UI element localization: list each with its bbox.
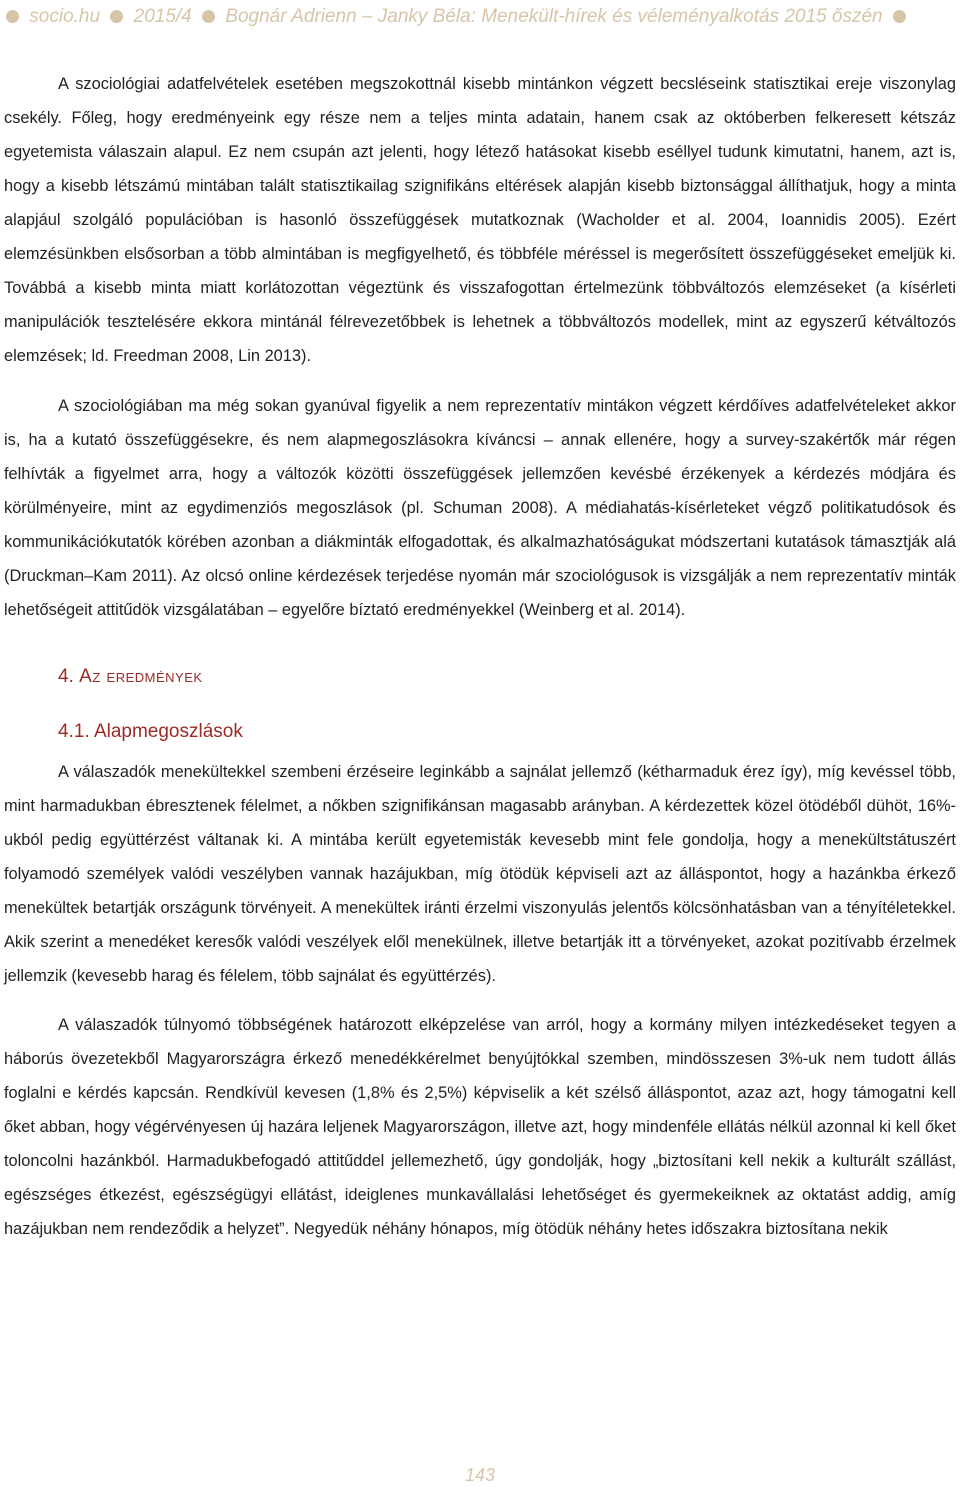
bullet-icon [6, 10, 19, 23]
section-title: Az eredmények [79, 666, 203, 687]
section-number: 4. [58, 666, 74, 687]
paragraph-2: A szociológiában ma még sokan gyanúval figyelik a nem reprezentatív mintákon végzett kérdőíves adatfelvételeket akkor is, ha a kutató összefüggésekre, és nem alapmegoszlásokra kíváncsi – annak ellenére, hogy a survey-szakértők már régen felhívták a figyelmet arra, hogy a változók közötti összefüggések jellemzően kevésbé érzékenyek a kérdezés módjára és körülményeire, mint az egydimenziós megoszlások (pl. Schuman 2008). A médiahatás-kísérleteket végző politikatudósok és kommunikációkutatók körében azonban a diákminták elfogadottak, és alkalmazhatóságukat módszertani kutatások támasztják alá (Druckman–Kam 2011). Az olcsó online kérdezések terjedése nyomán már szociológusok is vizsgálják a nem reprezentatív minták lehetőségeit attitűdök vizsgálatában – egyelőre bíztató eredményekkel (Weinberg et al. 2014). [4, 397, 956, 619]
header-issue: 2015/4 [133, 6, 192, 27]
running-header [6, 4, 954, 30]
bullet-icon [893, 10, 906, 23]
page-number: 143 [464, 1465, 496, 1485]
paragraph-3: A válaszadók menekültekkel szembeni érzéseire leginkább a sajnálat jellemző (kétharmaduk érez így), míg kevéssel több, mint harmadukban ébresztenek félelmet, a nőkben szignifikánsan magasabb arányban. A kérdezettek közel ötödéből dühöt, 16%-ukból pedig együttérzést váltanak ki. A mintába került egyetemisták kevesebb mint fele gondolja, hogy a menekültstátuszért folyamodó személyek valódi veszélyben vannak hazájukban, míg ötödük képviseli azt az álláspontot, hogy a hazánkba érkező menekültek betartják országunk törvényeit. A menekültek iránti érzelmi viszonyulás jelentős kölcsönhatásban van a tényítéletekkel. Akik szerint a menedéket keresők valódi veszélyek elől menekülnek, illetve betartják itt a törvényeket, azokat pozitívabb érzelmek jellemzik (kevesebb harag és félelem, több sajnálat és együttérzés). [4, 763, 956, 985]
header-article: Bognár Adrienn – Janky Béla: Menekült-hírek és véleményalkotás 2015 őszén [225, 6, 883, 27]
subsection-number: 4.1. [58, 721, 90, 742]
bullet-icon [202, 10, 215, 23]
bullet-icon [110, 10, 123, 23]
section-heading [58, 663, 956, 691]
subsection-title: Alapmegoszlások [93, 721, 243, 742]
article-body [4, 67, 956, 1246]
subsection-heading [58, 717, 956, 747]
header-site: socio.hu [29, 6, 101, 27]
paragraph-1: A szociológiai adatfelvételek esetében megszokottnál kisebb mintánkon végzett becsléseink statisztikai ereje viszonylag csekély. Főleg, hogy eredményeink egy része nem a teljes minta adatain, hanem csak az októberben felkeresett kétszáz egyetemista válaszain alapul. Ez nem csupán azt jelenti, hogy létező hatásokat kisebb eséllyel tudunk kimutatni, hanem, azt is, hogy a kisebb létszámú mintában talált statisztikailag szignifikáns eltérések alapján kisebb biztonsággal állíthatjuk, hogy a minta alapjául szolgáló populációban is hasonló összefüggések mutatkoznak (Wacholder et al. 2004, Ioannidis 2005). Ezért elemzésünkben elsősorban a több almintában is megfigyelhető, és többféle méréssel is megerősített összefüggéseket emeljük ki. Továbbá a kisebb minta miatt korlátozottan végeztünk és visszafogottan értelmezünk többváltozós elemzéseket (a kísérleti manipulációk tesztelésére ekkora mintánál félrevezetőbbek is lehetnek a többváltozós modellek, mint az egyszerű kétváltozós elemzések; ld. Freedman 2008, Lin 2013). [4, 75, 956, 365]
paragraph-4: A válaszadók túlnyomó többségének határozott elképzelése van arról, hogy a kormány milyen intézkedéseket tegyen a háborús övezetekből Magyarországra érkező menedékkérelmet benyújtókkal szemben, mindösszesen 3%-uk nem tudott állás foglalni e kérdés kapcsán. Rendkívül kevesen (1,8% és 2,5%) képviselik a két szélső álláspontot, azaz azt, hogy támogatni kell őket abban, hogy végérvényesen új hazára leljenek Magyarországon, illetve azt, hogy mindenféle ellátás nélkül azonnal ki kell őket toloncolni hazánkból. Harmadukbefogadó attitűddel jellemezhető, úgy gondolják, hogy „biztosítani kell nekik a kulturált szállást, egészséges étkezést, egészségügyi ellátást, ideiglenes munkavállalási lehetőséget és gyermekeiknek az oktatást addig, amíg hazájukban nem rendeződik a helyzet”. Negyedük néhány hónapos, míg ötödük néhány hetes időszakra biztosítana nekik [4, 1016, 956, 1238]
